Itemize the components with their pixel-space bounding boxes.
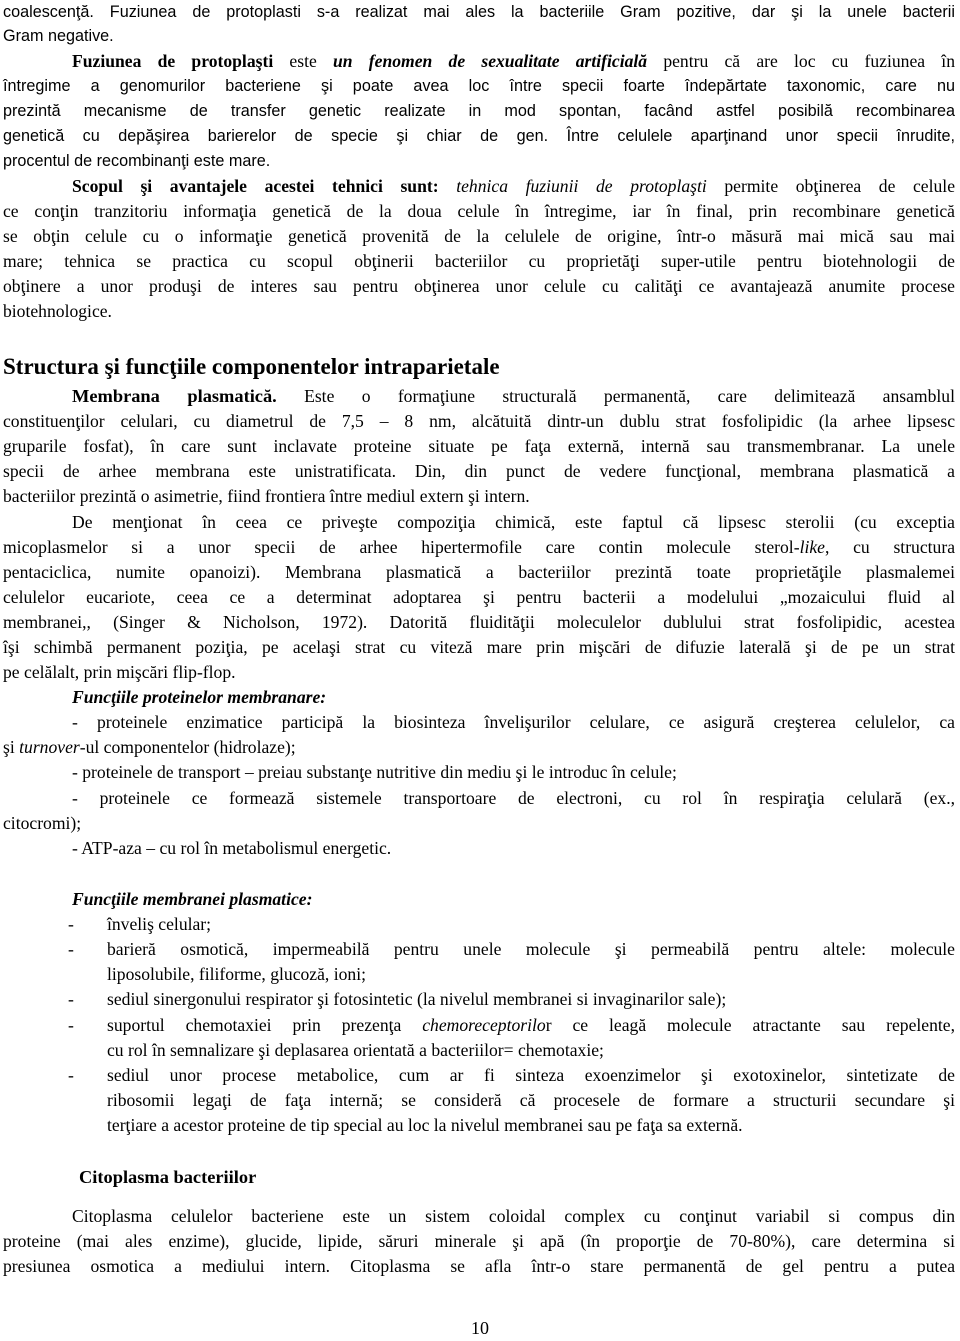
page-number: 10 [471, 1318, 489, 1338]
protein-functions-line-1: - proteinele enzimatice participă la biosinteza învelişurilor celulare, ce asigură creşterea celulelor, ca [72, 712, 955, 732]
bullet-dash-4: - [68, 1015, 74, 1035]
protein-turnover: turnover [19, 737, 80, 757]
fusion-line-1 [72, 49, 955, 73]
membrane-line-1 [72, 384, 955, 408]
purpose-line-6: biotehnologice. [3, 301, 112, 321]
purpose-line-5: obţinere a unor produşi de interes sau pentru obţinerea unor celule cu calităţi ce avantajează anumite procese [3, 276, 955, 296]
membrane-heading: Membrana plasmatică. [72, 386, 277, 406]
cytoplasm-title: Citoplasma bacteriilor [79, 1167, 257, 1187]
composition-line-6: îşi schimbă permanent poziţia, pe acelaşi strat cu viteză mare prin mişcări de difuzie laterală şi de pe un strat [3, 637, 955, 657]
intro-line-2: Gram negative. [3, 27, 114, 45]
membrane-line-2: constituenţilor celulari, cu diametrul de 7,5 – 8 nm, alcătuită dintr-un dublu strat fosfolipidic (la arhee lipsesc [3, 411, 955, 431]
composition-line-1: De menţionat în ceea ce priveşte compoziţia chimică, este faptul că lipsesc sterolii (cu exceptia [72, 512, 955, 532]
chemotaxis-text-end: r ce leagă molecule atractante sau repelente, [545, 1015, 955, 1035]
purpose-text: permite obţinerea de celule [706, 176, 955, 196]
fusion-line-2: întregime a genomurilor bacteriene şi poate avea loc între specii foarte îndepărtate taxonomic, care nu [3, 77, 955, 95]
purpose-technique: tehnica fuziunii de protoplaşti [438, 176, 707, 196]
membrane-function-5-line-1: sediul unor procese metabolice, cum ar fi sinteza exoenzimelor şi exotoxinelor, sintetizate de [107, 1065, 955, 1085]
composition-text-end: , cu structura [824, 537, 956, 557]
composition-line-5: membranei,, (Singer & Nicholson, 1972). Datorită fluidităţii moleculelor dublului strat fosfolipidic, acestea [3, 612, 955, 632]
chemoreceptor-term: chemoreceptorilo [422, 1015, 546, 1035]
protein-functions-title: Funcţiile proteinelor membranare: [72, 687, 327, 707]
protein-functions-line-6: - ATP-aza – cu rol în metabolismul energetic. [72, 838, 392, 858]
composition-line-3: pentaciclica, numite opanoizi). Membrana plasmatică a bacteriilor prezintă toate proprietăţile plasmalemei [3, 562, 955, 582]
cytoplasm-line-3: presiunea osmotica a mediului intern. Citoplasma se afla într-o stare permanentă de gel pentru a putea [3, 1256, 955, 1276]
purpose-line-4: mare; tehnica se practica cu scopul obţinerii bacteriilor cu proprietăţi super-utile pentru biotehnologii de [3, 251, 955, 271]
membrane-line-4: specii de arhee membrana este unistratificata. Din, din punct de vedere funcţional, membrana plasmatică a [3, 461, 955, 481]
membrane-function-4-line-1 [107, 1013, 955, 1037]
fusion-text-end: pentru că are loc cu fuziunea în [647, 51, 955, 71]
purpose-line-1 [72, 174, 955, 198]
purpose-heading: Scopul şi avantajele acestei tehnici sunt: [72, 176, 439, 196]
membrane-function-5-line-2: ribosomii legaţi de faţa internă; se consideră că procesele de formare a structurii secundare şi [107, 1090, 955, 1110]
purpose-line-2: ce conţin tranzitoriu informaţia genetică de la doua celule în întregime, iar în final, prin recombinare genetică [3, 201, 955, 221]
membrane-line-5: bacteriilor prezintă o asimetrie, fiind frontiera între mediul extern şi intern. [3, 486, 530, 506]
fusion-term: Fuziunea de protoplaşti [72, 51, 274, 71]
composition-line-4: celulelor eucariote, ceea ce a determinat adoptarea şi pentru bacterii a modelului „mozaicului fluid al [3, 587, 955, 607]
fusion-line-5: procentul de recombinanţi este mare. [3, 152, 271, 170]
membrane-function-5-line-3: terţiare a acestor proteine de tip special au loc la nivelul membranei sau pe faţa sa externă. [107, 1115, 743, 1135]
protein-functions-line-4: - proteinele ce formează sistemele transportoare de electroni, cu rol în respiraţia celulară (ex., [72, 788, 955, 808]
fusion-definition: un fenomen de sexualitate artificială [333, 51, 648, 71]
bullet-dash-1: - [68, 914, 74, 934]
protein-text-end: -ul componentelor (hidrolaze); [79, 737, 296, 757]
fusion-text: este [273, 51, 333, 71]
protein-functions-line-5: citocromi); [3, 813, 82, 833]
fusion-line-4: genetică cu depăşirea barierelor de specie şi chiar de gen. Între celulele aparţinand unor specii înrudite, [3, 127, 955, 145]
purpose-line-3: se obţin celule cu o informaţie genetică provenită de la celulele de origine, într-o măsură mai mică sau mai [3, 226, 955, 246]
composition-like: like [799, 537, 825, 557]
membrane-function-4-line-2: cu rol în semnalizare şi deplasarea orientată a bacteriilor= chemotaxie; [107, 1040, 604, 1060]
section-title: Structura şi funcţiile componentelor intraparietale [3, 354, 500, 379]
bullet-dash-5: - [68, 1065, 74, 1085]
membrane-function-2-line-2: liposolubile, filiforme, glucoză, ioni; [107, 964, 366, 984]
membrane-function-2-line-1: barieră osmotică, impermeabilă pentru unele molecule şi permeabilă pentru altele: molecule [107, 939, 955, 959]
membrane-line-3: gruparile fosfat), în care sunt inclavate proteine situate pe faţa externă, internă sau transmembranar. La unele [3, 436, 955, 456]
membrane-functions-title: Funcţiile membranei plasmatice: [72, 889, 313, 909]
composition-line-7: pe celălalt, prin mişcări flip-flop. [3, 662, 236, 682]
fusion-line-3: prezintă mecanisme de transfer genetic realizate in mod spontan, facând astfel posibilă recombinarea [3, 102, 955, 120]
membrane-text: Este o formaţiune structurală permanentă, care delimitează ansamblul [276, 386, 955, 406]
bullet-dash-3: - [68, 989, 74, 1009]
composition-line-2 [3, 535, 955, 559]
bullet-dash-2: - [68, 939, 74, 959]
cytoplasm-line-1: Citoplasma celulelor bacteriene este un sistem coloidal complex cu conţinut variabil si compus din [72, 1206, 955, 1226]
protein-text: şi [3, 737, 20, 757]
chemotaxis-text: suportul chemotaxiei prin prezenţa [107, 1015, 423, 1035]
composition-text: micoplasmelor si a unor specii de arhee hipertermofile care contin molecule sterol- [3, 537, 800, 557]
intro-line-1: coalescenţă. Fuziunea de protoplasti s-a realizat mai ales la bacteriile Gram pozitive, dar şi la unele bacterii [3, 3, 955, 21]
protein-functions-line-2 [3, 735, 296, 759]
membrane-function-3: sediul sinergonului respirator şi fotosintetic (la nivelul membranei si invaginarilor sale); [107, 989, 727, 1009]
membrane-function-1: înveliş celular; [107, 914, 212, 934]
cytoplasm-line-2: proteine (mai ales enzime), glucide, lipide, săruri minerale şi apă (în proporţie de 70-80%), care determina si [3, 1231, 955, 1251]
protein-functions-line-3: - proteinele de transport – preiau substanţe nutritive din mediu şi le introduc în celule; [72, 762, 677, 782]
